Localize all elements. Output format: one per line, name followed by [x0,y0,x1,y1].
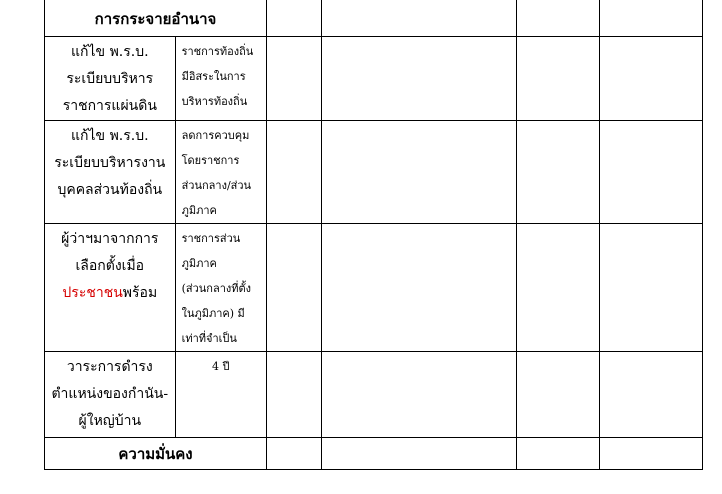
detail-text: ภูมิภาค [181,257,217,270]
detail-text: เท่าที่จำเป็น [181,332,237,345]
topic-text: ตำแหน่งของกำนัน- [51,386,169,402]
topic-text: ผู้ว่าฯมาจากการ [61,231,159,247]
topic-text: วาระการดำรง [66,359,153,375]
empty-cell [322,438,517,470]
topic-text: ระเบียบบริหารงาน [54,155,166,171]
topic-text: แก้ไข พ.ร.บ. [71,128,149,144]
empty-cell [599,0,703,37]
section-heading: การกระจายอำนาจ [45,0,267,37]
detail-text: ส่วนกลาง/ส่วน [181,179,252,192]
table-row [45,352,703,438]
empty-cell [517,438,599,470]
section-heading: ความมั่นคง [45,438,267,470]
detail-cell [175,121,266,224]
topic-text: ผู้ใหญ่บ้าน [78,413,142,429]
empty-cell [322,37,517,121]
detail-text: (ส่วนกลางที่ตั้ง [181,282,252,295]
detail-text: มีอิสระในการ [181,70,246,83]
empty-cell [267,121,322,224]
detail-cell [175,224,266,352]
empty-cell [322,0,517,37]
detail-text: 4 ปี [212,360,230,373]
empty-cell [517,0,599,37]
highlighted-word: ประชาชน [62,285,123,301]
table-row [45,121,703,224]
topic-text-mixed [45,280,175,307]
empty-cell [517,121,599,224]
detail-text: ราชการท้องถิ่น [181,45,254,58]
detail-text: ในภูมิภาค) มี [181,307,245,320]
section-row-security [45,438,703,470]
empty-cell [599,224,703,352]
policy-table [44,0,703,470]
empty-cell [517,37,599,121]
detail-text: ลดการควบคุม [181,129,250,142]
topic-text: เลือกตั้งเมื่อ [75,258,145,274]
empty-cell [267,37,322,121]
empty-cell [322,224,517,352]
empty-cell [267,352,322,438]
empty-cell [599,352,703,438]
detail-text: ราชการส่วน [181,232,241,245]
empty-cell [599,37,703,121]
topic-text: แก้ไข พ.ร.บ. [71,44,149,60]
empty-cell [322,352,517,438]
topic-text: พร้อม [122,285,158,301]
topic-cell [45,352,176,438]
empty-cell [267,438,322,470]
detail-text: โดยราชการ [181,154,240,167]
topic-text: บุคคลส่วนท้องถิ่น [57,182,163,198]
topic-text: ราชการแผ่นดิน [62,98,157,114]
section-row-decentralization [45,0,703,37]
detail-text: บริหารท้องถิ่น [181,95,248,108]
empty-cell [599,121,703,224]
empty-cell [517,352,599,438]
empty-cell [322,121,517,224]
table-row [45,224,703,352]
topic-cell [45,121,176,224]
detail-cell [175,352,266,438]
table-row [45,37,703,121]
empty-cell [267,0,322,37]
empty-cell [267,224,322,352]
empty-cell [517,224,599,352]
topic-cell [45,37,176,121]
empty-cell [599,438,703,470]
detail-text: ภูมิภาค [181,204,217,217]
topic-text: ระเบียบบริหาร [66,71,154,87]
topic-cell [45,224,176,352]
detail-cell [175,37,266,121]
